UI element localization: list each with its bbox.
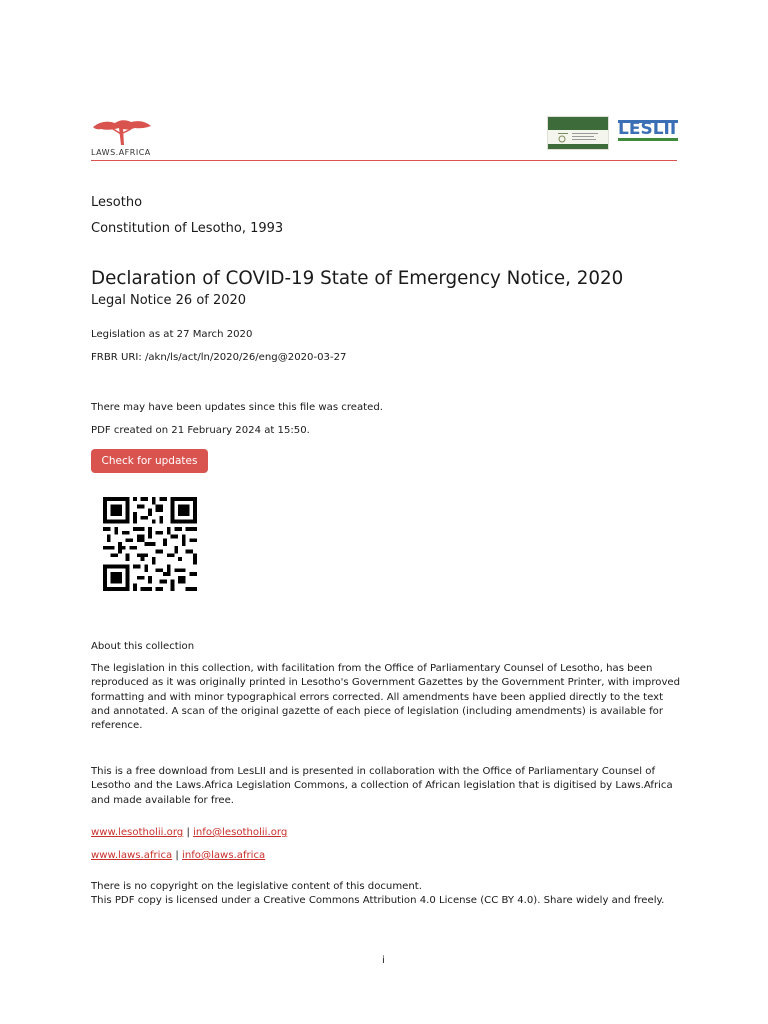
pdf-created: PDF created on 21 February 2024 at 15:50. xyxy=(91,425,310,436)
government-logo xyxy=(547,116,609,150)
about-line: The legislation in this collection, with facilitation from the Office of Parliamentary Counsel of Lesotho, has been xyxy=(91,663,653,674)
document-subtitle: Legal Notice 26 of 2020 xyxy=(91,293,247,308)
about-line: and annotated. A scan of the original gazette of each piece of legislation (including amendments) is available for xyxy=(91,705,663,717)
qr-code-icon[interactable] xyxy=(100,497,200,591)
about-line: reference. xyxy=(91,720,143,732)
free-download-line: This is a free download from LesLII and is presented in collaboration with the Office of Parliamentary Counsel of xyxy=(91,766,655,777)
about-heading: About this collection xyxy=(91,641,195,652)
link-separator: | xyxy=(175,850,179,861)
free-download-line: Lesotho and the Laws.Africa Legislation Commons, a collection of African legislation that is digitised by Laws.Africa xyxy=(91,780,673,792)
lesotholii-email-link[interactable]: info@lesotholii.org xyxy=(193,827,288,838)
free-download-line: and made available for free. xyxy=(91,794,235,806)
jurisdiction: Lesotho xyxy=(91,195,143,210)
free-download-paragraph xyxy=(91,765,681,808)
copyright-notice xyxy=(91,880,681,909)
header-divider xyxy=(91,160,677,161)
check-for-updates-button[interactable]: Check for updates xyxy=(91,449,208,473)
about-line: formatting and with minor typographical errors corrected. All amendments have been applied directly to the text xyxy=(91,691,664,703)
laws-africa-logo xyxy=(91,117,153,157)
link-separator: | xyxy=(186,827,190,838)
copyright-line: There is no copyright on the legislative content of this document. xyxy=(91,881,422,892)
document-title: Declaration of COVID-19 State of Emergency Notice, 2020 xyxy=(91,268,624,289)
frbr-uri: FRBR URI: /akn/ls/act/ln/2020/26/eng@2020-03-27 xyxy=(91,352,347,363)
acacia-tree-icon xyxy=(91,117,153,147)
update-notice: There may have been updates since this file was created. xyxy=(91,402,383,413)
lesolii-logo: LESLII xyxy=(618,119,677,139)
parent-work: Constitution of Lesotho, 1993 xyxy=(91,221,284,236)
license-line: This PDF copy is licensed under a Creative Commons Attribution 4.0 License (CC BY 4.0). Share widely and freely. xyxy=(91,895,665,907)
laws-africa-site-link[interactable]: www.laws.africa xyxy=(91,850,173,861)
laws-africa-email-link[interactable]: info@laws.africa xyxy=(182,850,266,861)
links-row-lesolii xyxy=(91,826,287,840)
laws-africa-logo-text: LAWS.AFRICA xyxy=(91,148,151,157)
legislation-as-at: Legislation as at 27 March 2020 xyxy=(91,329,253,340)
scales-of-justice-icon xyxy=(556,131,600,143)
about-paragraph xyxy=(91,662,681,733)
lesotholii-site-link[interactable]: www.lesotholii.org xyxy=(91,827,184,838)
links-row-laws-africa xyxy=(91,849,265,863)
about-line: reproduced as it was originally printed in Lesotho's Government Gazettes by the Government Printer, with improved xyxy=(91,677,681,689)
page-number: i xyxy=(382,955,385,966)
